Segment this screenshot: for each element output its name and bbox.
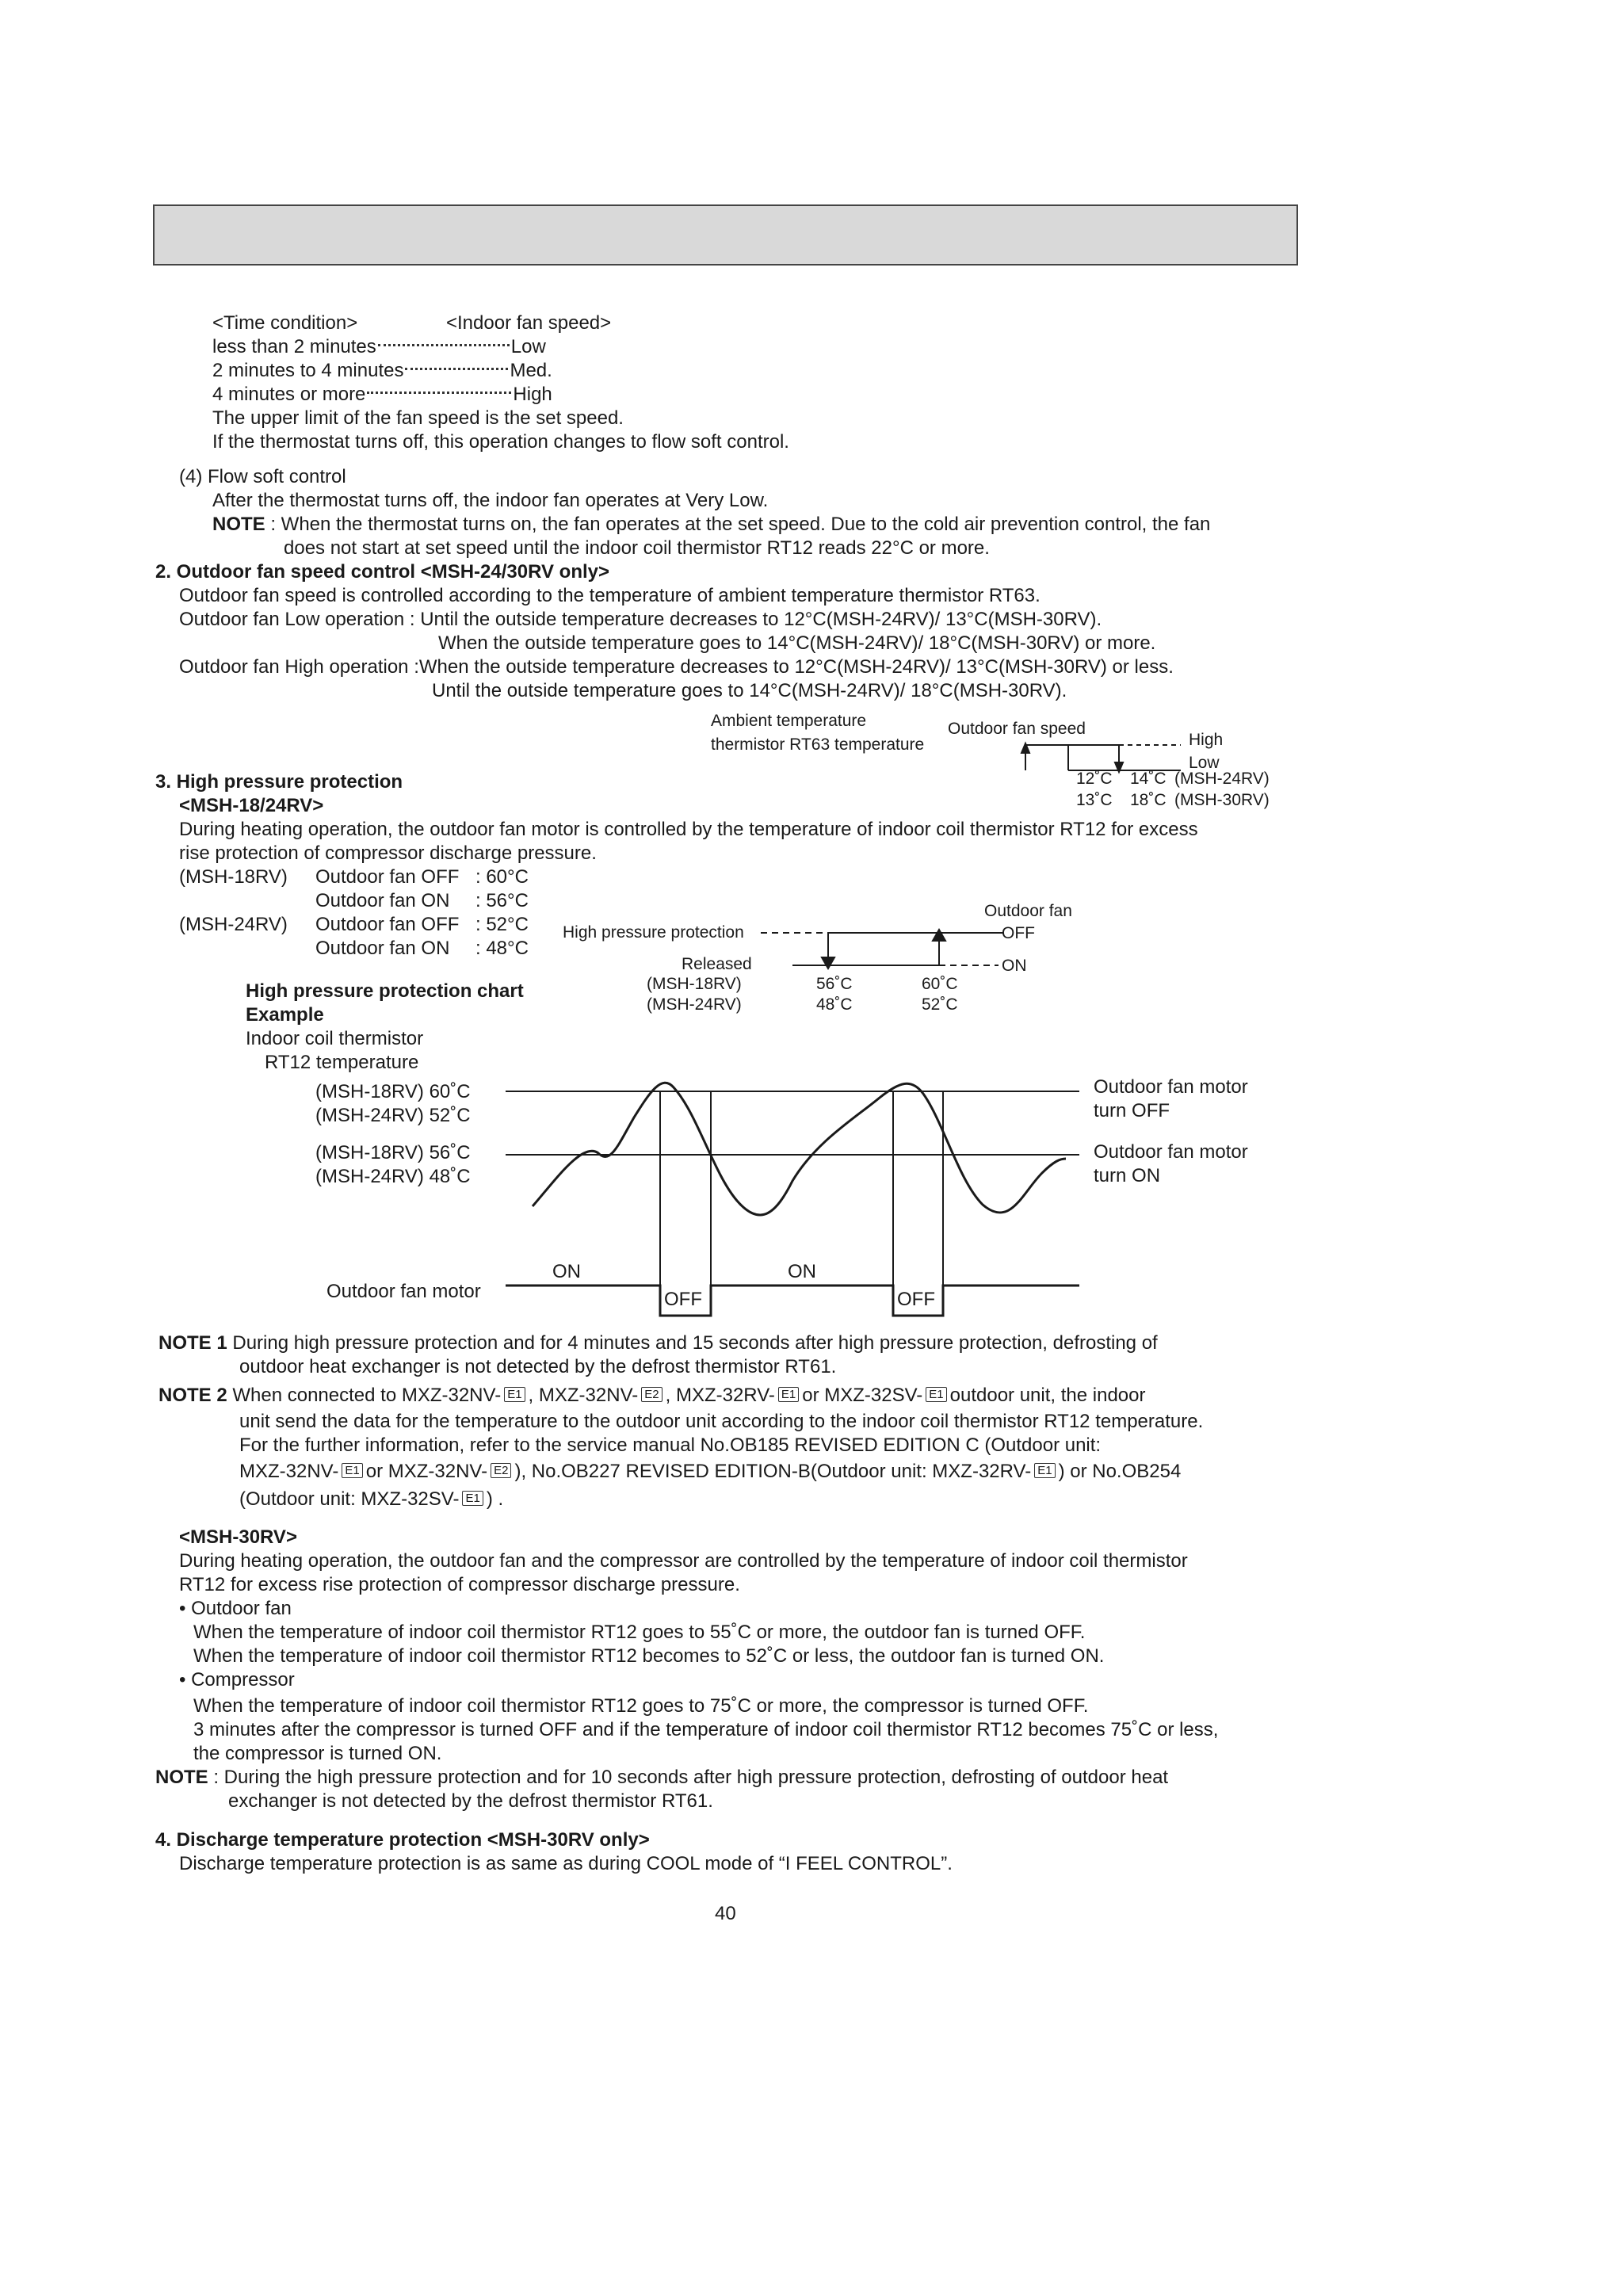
released-label: Released: [682, 955, 752, 973]
text-line: During heating operation, the outdoor fan motor is controlled by the temperature of indoor coil thermistor RT12 for excess: [179, 819, 1198, 840]
note-label: NOTE 1: [158, 1332, 227, 1354]
hp-hysteresis: [761, 930, 1003, 968]
section-3-subtitle: <MSH-18/24RV>: [179, 795, 324, 816]
model-label: (MSH-24RV): [1174, 770, 1270, 788]
list-label: Outdoor fan ON: [315, 890, 450, 911]
temp-label: 48˚C: [816, 995, 853, 1014]
motor-state: ON: [552, 1261, 581, 1282]
text-line: RT12 for excess rise protection of compressor discharge pressure.: [179, 1574, 740, 1595]
ambient-label: Ambient temperature: [711, 712, 867, 730]
list-value: : 48°C: [475, 938, 529, 959]
temp-label: 14˚C: [1130, 770, 1167, 788]
right-label: turn ON: [1094, 1165, 1161, 1186]
fan-speed-header: <Indoor fan speed>: [446, 312, 612, 334]
fan-speed-hysteresis: [1021, 743, 1181, 772]
text-line: During heating operation, the outdoor fan and the compressor are controlled by the temperature of indoor coil thermistor: [179, 1550, 1188, 1572]
section-3-title: 3. High pressure protection: [155, 771, 403, 793]
temp-label: 60˚C: [922, 975, 958, 993]
text-line: rise protection of compressor discharge pressure.: [179, 842, 597, 864]
section-2-title: 2. Outdoor fan speed control <MSH-24/30RV only>: [155, 561, 610, 583]
time-condition: 2 minutes to 4 minutes: [212, 360, 404, 381]
temp-label: 52˚C: [922, 995, 958, 1014]
y-label: RT12 temperature: [265, 1052, 419, 1073]
off-label: OFF: [1002, 924, 1035, 942]
note-text: During high pressure protection and for 4 minutes and 15 seconds after high pressure protection, defrosting of: [232, 1332, 1158, 1354]
text-line: exchanger is not detected by the defrost thermistor RT61.: [228, 1790, 713, 1812]
note-2-line-5: [239, 1488, 503, 1511]
model-label: (MSH-18RV): [647, 975, 742, 993]
text-line: Outdoor fan speed is controlled according to the temperature of ambient temperature thermistor RT63.: [179, 585, 1041, 606]
level-label: (MSH-18RV) 56˚C: [315, 1142, 471, 1163]
model-label: (MSH-24RV): [647, 995, 742, 1014]
outdoor-fan-label: Outdoor fan: [984, 902, 1072, 920]
time-condition: 4 minutes or more: [212, 384, 366, 405]
note-text: When connected to MXZ-32NV-: [232, 1385, 502, 1406]
time-condition-header: <Time condition>: [212, 312, 358, 334]
text-line: the compressor is turned ON.: [193, 1743, 442, 1764]
model-label: (MSH-30RV): [1174, 791, 1270, 809]
e1-badge: E1: [504, 1387, 525, 1402]
note-1: [158, 1331, 1158, 1355]
right-label: turn OFF: [1094, 1100, 1170, 1121]
e2-badge: E2: [491, 1463, 511, 1478]
fan-speed: Low: [510, 336, 546, 357]
text-line: The upper limit of the fan speed is the set speed.: [212, 407, 624, 429]
e1-badge: E1: [462, 1491, 483, 1506]
text-line: does not start at set speed until the indoor coil thermistor RT12 reads 22°C or more.: [284, 537, 990, 559]
e1-badge: E1: [1034, 1463, 1055, 1478]
motor-state: OFF: [664, 1289, 702, 1310]
flow-soft-title: (4) Flow soft control: [179, 466, 346, 487]
list-label: Outdoor fan ON: [315, 938, 450, 959]
fan-speed: Med.: [510, 360, 552, 381]
list-label: Outdoor fan OFF: [315, 866, 460, 888]
motor-state: OFF: [897, 1289, 935, 1310]
list-model: (MSH-18RV): [179, 866, 288, 888]
ambient-label: thermistor RT63 temperature: [711, 735, 925, 754]
level-label: (MSH-24RV) 52˚C: [315, 1105, 471, 1126]
temperature-curve: [533, 1083, 1066, 1215]
note-text: (Outdoor unit: MXZ-32SV-: [239, 1488, 460, 1510]
fan-speed: High: [513, 384, 552, 405]
text-line: For the further information, refer to the service manual No.OB185 REVISED EDITION C (Outdoor unit:: [239, 1435, 1102, 1456]
text-line: When the temperature of indoor coil thermistor RT12 goes to 75˚C or more, the compressor is turned OFF.: [193, 1695, 1089, 1717]
note-text: ) or No.OB254: [1058, 1461, 1182, 1482]
e2-badge: E2: [641, 1387, 662, 1402]
list-label: Outdoor fan OFF: [315, 914, 460, 935]
note-label: NOTE 2: [158, 1385, 227, 1406]
text-line: Discharge temperature protection is as same as during COOL mode of “I FEEL CONTROL”.: [179, 1853, 953, 1874]
right-label: Outdoor fan motor: [1094, 1141, 1248, 1163]
temp-label: 13˚C: [1076, 791, 1113, 809]
temp-label: 56˚C: [816, 975, 853, 993]
note-text: : When the thermostat turns on, the fan operates at the set speed. Due to the cold air prevention control, the fan: [270, 514, 1211, 535]
temp-label: 18˚C: [1130, 791, 1167, 809]
temp-label: 12˚C: [1076, 770, 1113, 788]
high-label: High: [1189, 731, 1224, 749]
note-text: ), No.OB227 REVISED EDITION-B(Outdoor unit: MXZ-32RV-: [514, 1461, 1032, 1482]
level-label: (MSH-24RV) 48˚C: [315, 1166, 471, 1187]
note-text: or MXZ-32NV-: [365, 1461, 488, 1482]
text-line: If the thermostat turns off, this operation changes to flow soft control.: [212, 431, 789, 453]
page-number: 40: [715, 1903, 736, 1924]
note-text: , MXZ-32NV-: [528, 1385, 639, 1406]
note-2: [158, 1384, 1145, 1408]
list-value: : 60°C: [475, 866, 529, 888]
note-text: MXZ-32NV-: [239, 1461, 339, 1482]
motor-label: Outdoor fan motor: [326, 1281, 481, 1302]
e1-badge: E1: [342, 1463, 362, 1478]
msh30-title: <MSH-30RV>: [179, 1526, 297, 1548]
text-line: outdoor heat exchanger is not detected by the defrost thermistor RT61.: [239, 1356, 837, 1377]
section-4-title: 4. Discharge temperature protection <MSH-30RV only>: [155, 1829, 650, 1851]
text-line: When the outside temperature goes to 14°C(MSH-24RV)/ 18°C(MSH-30RV) or more.: [438, 632, 1156, 654]
note-label: NOTE: [212, 514, 265, 535]
hp-label: High pressure protection: [563, 923, 744, 942]
text-line: Outdoor fan Low operation : Until the outside temperature decreases to 12°C(MSH-24RV)/ 13°C(MSH-30RV).: [179, 609, 1102, 630]
note-text: outdoor unit, the indoor: [949, 1385, 1146, 1406]
text-line: 3 minutes after the compressor is turned OFF and if the temperature of indoor coil thermistor RT12 becomes 75˚C or less,: [193, 1719, 1219, 1740]
list-value: : 52°C: [475, 914, 529, 935]
chart-title: High pressure protection chart: [246, 980, 524, 1002]
text-line: Outdoor fan High operation :When the outside temperature decreases to 12°C(MSH-24RV)/ 13°C(MSH-30RV) or less.: [179, 656, 1174, 678]
fan-speed-label: Outdoor fan speed: [948, 720, 1086, 738]
note-line: [155, 1766, 1168, 1790]
time-condition: less than 2 minutes: [212, 336, 376, 357]
text-line: When the temperature of indoor coil thermistor RT12 goes to 55˚C or more, the outdoor fan is turned OFF.: [193, 1622, 1086, 1643]
note-text: or MXZ-32SV-: [802, 1385, 923, 1406]
list-value: : 56°C: [475, 890, 529, 911]
level-label: (MSH-18RV) 60˚C: [315, 1081, 471, 1102]
bullet-title: • Compressor: [179, 1669, 295, 1690]
chart-subtitle: Example: [246, 1004, 324, 1026]
on-label: ON: [1002, 957, 1027, 975]
note-2-line-4: [239, 1460, 1181, 1484]
text-line: When the temperature of indoor coil thermistor RT12 becomes to 52˚C or less, the outdoor fan is turned ON.: [193, 1645, 1105, 1667]
note-label: NOTE: [155, 1767, 208, 1788]
e1-badge: E1: [926, 1387, 946, 1402]
note-text: ) .: [486, 1488, 504, 1510]
y-label: Indoor coil thermistor: [246, 1028, 424, 1049]
text-line: After the thermostat turns off, the indoor fan operates at Very Low.: [212, 490, 769, 511]
note-text: : During the high pressure protection and for 10 seconds after high pressure protection, defrosting of outdoor heat: [213, 1767, 1169, 1788]
motor-signal: [506, 1286, 1079, 1316]
text-line: unit send the data for the temperature to the outdoor unit according to the indoor coil thermistor RT12 temperature.: [239, 1411, 1204, 1432]
protection-chart: [506, 1083, 1079, 1316]
motor-state: ON: [788, 1261, 816, 1282]
bullet-title: • Outdoor fan: [179, 1598, 292, 1619]
note-text: , MXZ-32RV-: [665, 1385, 775, 1406]
text-line: Until the outside temperature goes to 14°C(MSH-24RV)/ 18°C(MSH-30RV).: [432, 680, 1067, 701]
list-model: (MSH-24RV): [179, 914, 288, 935]
low-label: Low: [1189, 754, 1220, 772]
right-label: Outdoor fan motor: [1094, 1076, 1248, 1098]
e1-badge: E1: [778, 1387, 799, 1402]
